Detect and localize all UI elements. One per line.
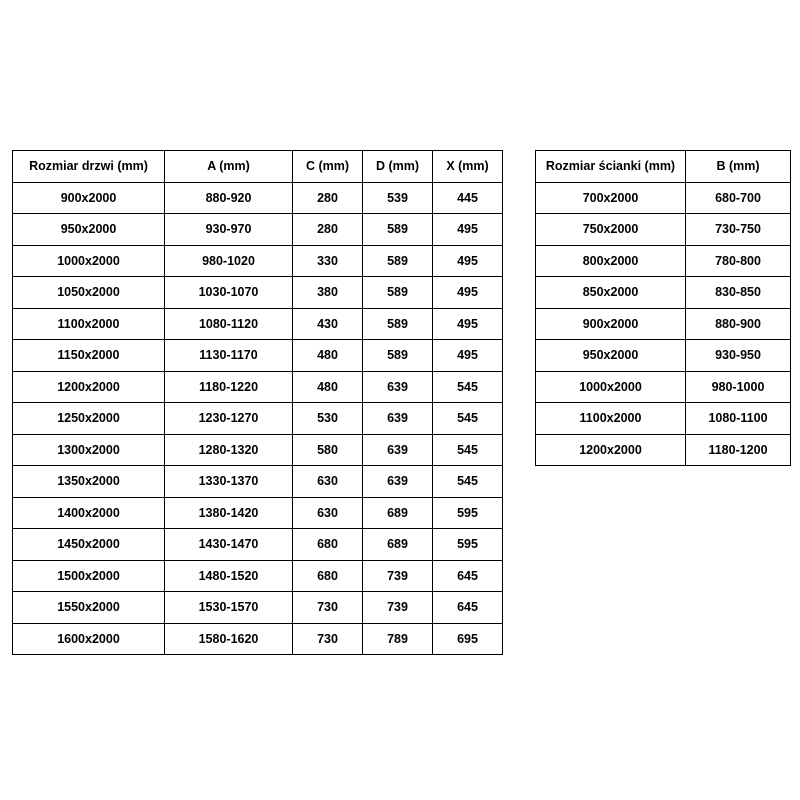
table-cell: 545 bbox=[433, 434, 503, 466]
table-row bbox=[13, 340, 503, 372]
table-cell: 1500x2000 bbox=[13, 560, 165, 592]
column-header: Rozmiar drzwi (mm) bbox=[13, 151, 165, 183]
table-cell: 330 bbox=[293, 245, 363, 277]
table-cell: 1430-1470 bbox=[165, 529, 293, 561]
table-cell: 830-850 bbox=[686, 277, 791, 309]
table-row bbox=[536, 277, 791, 309]
table-cell: 589 bbox=[363, 245, 433, 277]
table-row bbox=[536, 434, 791, 466]
table-cell: 495 bbox=[433, 340, 503, 372]
table-cell: 730 bbox=[293, 592, 363, 624]
table-cell: 589 bbox=[363, 340, 433, 372]
column-header: D (mm) bbox=[363, 151, 433, 183]
wall-size-table-block bbox=[535, 150, 791, 466]
table-header-row bbox=[536, 151, 791, 183]
table-cell: 689 bbox=[363, 529, 433, 561]
table-cell: 639 bbox=[363, 434, 433, 466]
table-cell: 789 bbox=[363, 623, 433, 655]
table-cell: 1530-1570 bbox=[165, 592, 293, 624]
table-cell: 1250x2000 bbox=[13, 403, 165, 435]
table-cell: 589 bbox=[363, 308, 433, 340]
table-row bbox=[13, 560, 503, 592]
table-cell: 1280-1320 bbox=[165, 434, 293, 466]
table-row bbox=[13, 214, 503, 246]
table-cell: 750x2000 bbox=[536, 214, 686, 246]
table-cell: 530 bbox=[293, 403, 363, 435]
table-cell: 1000x2000 bbox=[536, 371, 686, 403]
table-cell: 1130-1170 bbox=[165, 340, 293, 372]
wall-size-table-body bbox=[536, 182, 791, 466]
column-header: X (mm) bbox=[433, 151, 503, 183]
door-size-table bbox=[12, 150, 503, 655]
table-cell: 545 bbox=[433, 466, 503, 498]
table-cell: 1550x2000 bbox=[13, 592, 165, 624]
table-row bbox=[13, 245, 503, 277]
table-cell: 730-750 bbox=[686, 214, 791, 246]
table-row bbox=[13, 182, 503, 214]
table-row bbox=[536, 371, 791, 403]
table-row bbox=[536, 245, 791, 277]
table-cell: 1600x2000 bbox=[13, 623, 165, 655]
table-cell: 689 bbox=[363, 497, 433, 529]
table-cell: 280 bbox=[293, 214, 363, 246]
table-cell: 630 bbox=[293, 466, 363, 498]
table-cell: 1050x2000 bbox=[13, 277, 165, 309]
table-cell: 880-900 bbox=[686, 308, 791, 340]
table-cell: 645 bbox=[433, 560, 503, 592]
table-cell: 730 bbox=[293, 623, 363, 655]
table-row bbox=[13, 466, 503, 498]
table-cell: 445 bbox=[433, 182, 503, 214]
table-cell: 580 bbox=[293, 434, 363, 466]
table-row bbox=[536, 340, 791, 372]
table-row bbox=[13, 592, 503, 624]
table-row bbox=[13, 403, 503, 435]
column-header: C (mm) bbox=[293, 151, 363, 183]
table-cell: 980-1020 bbox=[165, 245, 293, 277]
table-cell: 380 bbox=[293, 277, 363, 309]
table-cell: 1080-1120 bbox=[165, 308, 293, 340]
table-cell: 589 bbox=[363, 277, 433, 309]
table-cell: 780-800 bbox=[686, 245, 791, 277]
table-cell: 280 bbox=[293, 182, 363, 214]
table-cell: 639 bbox=[363, 371, 433, 403]
column-header: A (mm) bbox=[165, 151, 293, 183]
table-cell: 950x2000 bbox=[13, 214, 165, 246]
table-cell: 645 bbox=[433, 592, 503, 624]
table-cell: 900x2000 bbox=[13, 182, 165, 214]
table-cell: 680 bbox=[293, 560, 363, 592]
table-cell: 1030-1070 bbox=[165, 277, 293, 309]
table-row bbox=[13, 434, 503, 466]
table-cell: 1150x2000 bbox=[13, 340, 165, 372]
table-cell: 739 bbox=[363, 592, 433, 624]
table-cell: 1450x2000 bbox=[13, 529, 165, 561]
column-header: Rozmiar ścianki (mm) bbox=[536, 151, 686, 183]
table-cell: 930-970 bbox=[165, 214, 293, 246]
table-row bbox=[13, 529, 503, 561]
table-cell: 595 bbox=[433, 529, 503, 561]
table-cell: 1480-1520 bbox=[165, 560, 293, 592]
wall-size-table-head bbox=[536, 151, 791, 183]
table-cell: 495 bbox=[433, 308, 503, 340]
wall-size-table bbox=[535, 150, 791, 466]
table-cell: 1580-1620 bbox=[165, 623, 293, 655]
table-cell: 680-700 bbox=[686, 182, 791, 214]
table-cell: 1350x2000 bbox=[13, 466, 165, 498]
table-cell: 1080-1100 bbox=[686, 403, 791, 435]
table-row bbox=[13, 277, 503, 309]
table-cell: 930-950 bbox=[686, 340, 791, 372]
table-cell: 639 bbox=[363, 403, 433, 435]
table-cell: 1200x2000 bbox=[536, 434, 686, 466]
table-cell: 539 bbox=[363, 182, 433, 214]
door-size-table-block bbox=[12, 150, 503, 655]
table-cell: 1230-1270 bbox=[165, 403, 293, 435]
table-cell: 880-920 bbox=[165, 182, 293, 214]
table-cell: 1100x2000 bbox=[536, 403, 686, 435]
table-row bbox=[536, 403, 791, 435]
table-cell: 589 bbox=[363, 214, 433, 246]
door-size-table-head bbox=[13, 151, 503, 183]
table-cell: 430 bbox=[293, 308, 363, 340]
column-header: B (mm) bbox=[686, 151, 791, 183]
table-header-row bbox=[13, 151, 503, 183]
table-cell: 480 bbox=[293, 371, 363, 403]
table-cell: 545 bbox=[433, 371, 503, 403]
table-cell: 545 bbox=[433, 403, 503, 435]
table-row bbox=[13, 308, 503, 340]
table-cell: 639 bbox=[363, 466, 433, 498]
table-cell: 1330-1370 bbox=[165, 466, 293, 498]
table-cell: 800x2000 bbox=[536, 245, 686, 277]
table-row bbox=[13, 497, 503, 529]
table-cell: 850x2000 bbox=[536, 277, 686, 309]
table-cell: 495 bbox=[433, 277, 503, 309]
table-cell: 980-1000 bbox=[686, 371, 791, 403]
table-cell: 495 bbox=[433, 214, 503, 246]
table-cell: 950x2000 bbox=[536, 340, 686, 372]
table-cell: 1300x2000 bbox=[13, 434, 165, 466]
table-cell: 680 bbox=[293, 529, 363, 561]
table-row bbox=[13, 623, 503, 655]
door-size-table-body bbox=[13, 182, 503, 655]
table-row bbox=[536, 214, 791, 246]
table-cell: 900x2000 bbox=[536, 308, 686, 340]
table-cell: 495 bbox=[433, 245, 503, 277]
table-cell: 630 bbox=[293, 497, 363, 529]
table-row bbox=[13, 371, 503, 403]
table-cell: 1000x2000 bbox=[13, 245, 165, 277]
table-cell: 1180-1220 bbox=[165, 371, 293, 403]
table-cell: 739 bbox=[363, 560, 433, 592]
table-cell: 1180-1200 bbox=[686, 434, 791, 466]
table-row bbox=[536, 182, 791, 214]
table-cell: 1200x2000 bbox=[13, 371, 165, 403]
table-row bbox=[536, 308, 791, 340]
table-cell: 695 bbox=[433, 623, 503, 655]
table-cell: 480 bbox=[293, 340, 363, 372]
table-cell: 1100x2000 bbox=[13, 308, 165, 340]
table-cell: 1380-1420 bbox=[165, 497, 293, 529]
table-cell: 595 bbox=[433, 497, 503, 529]
table-cell: 700x2000 bbox=[536, 182, 686, 214]
table-cell: 1400x2000 bbox=[13, 497, 165, 529]
